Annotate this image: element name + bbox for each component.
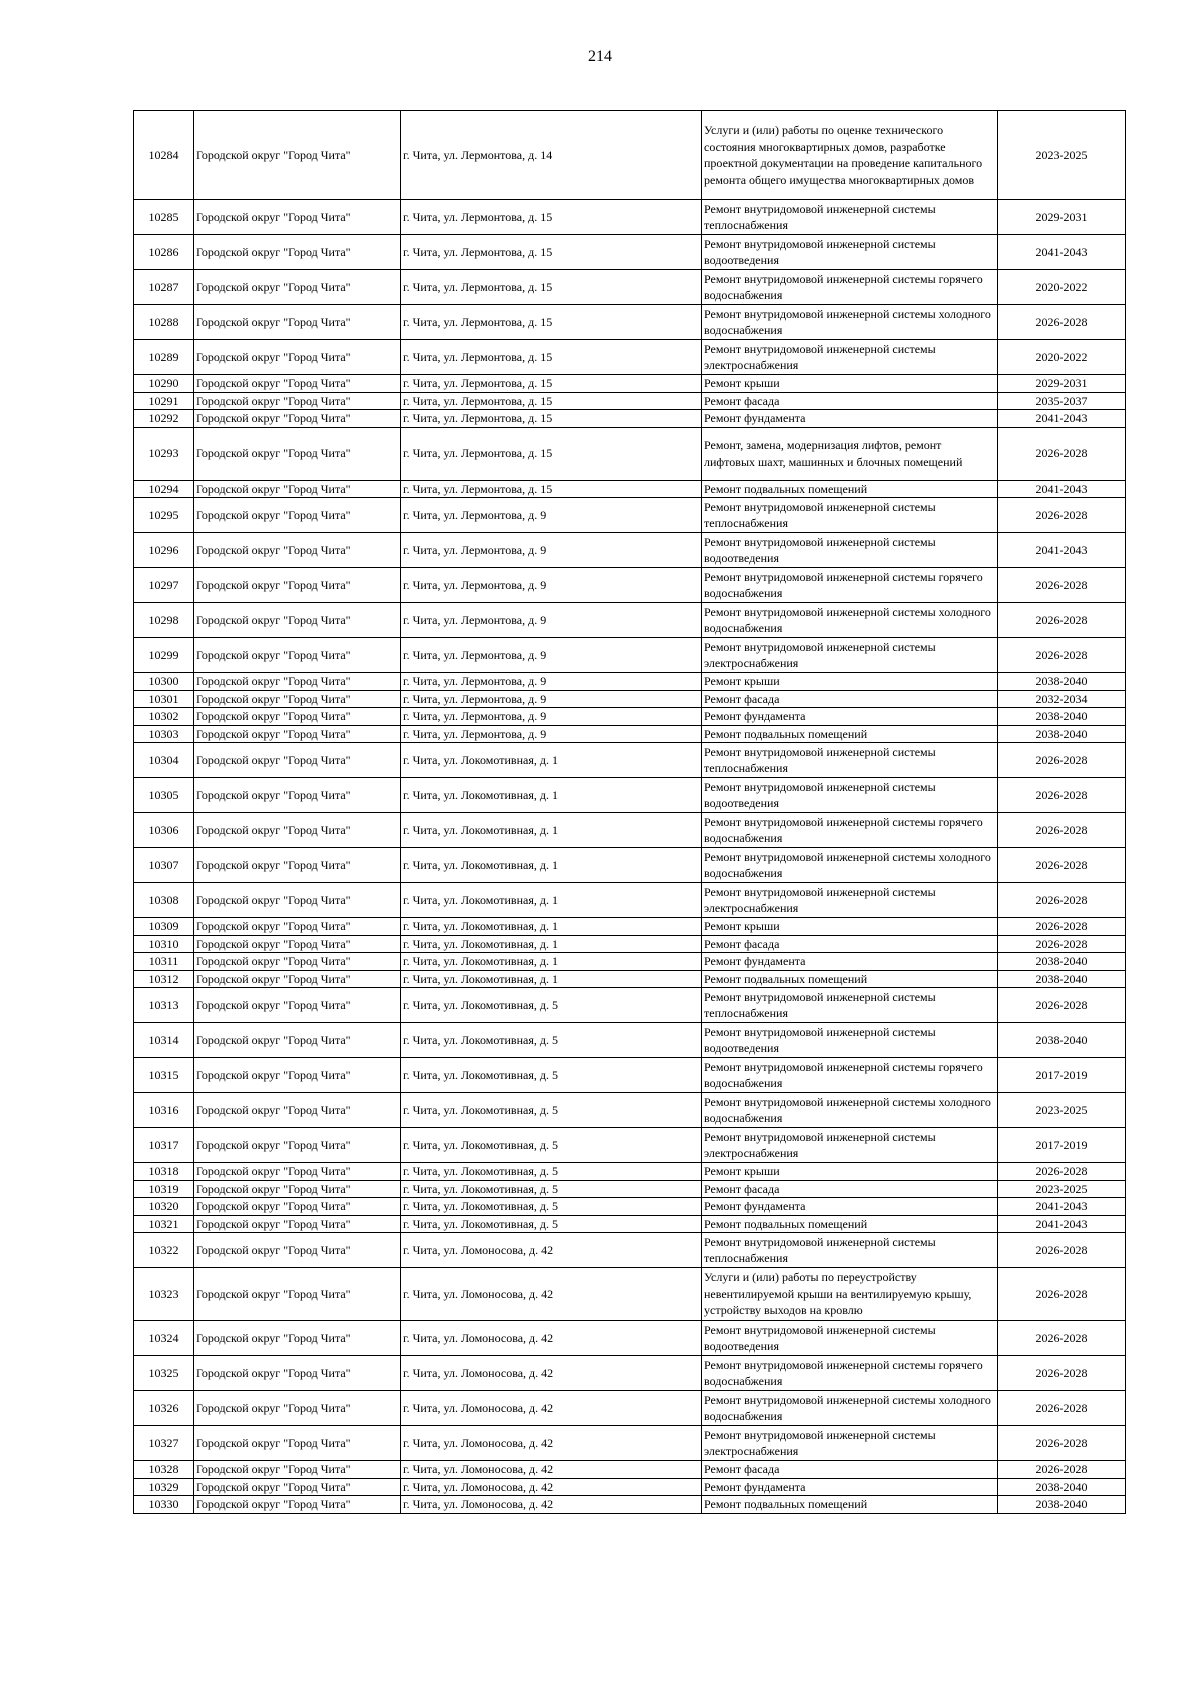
row-number-cell: 10294 bbox=[134, 480, 194, 498]
row-number-cell: 10287 bbox=[134, 270, 194, 305]
period-cell: 2026-2028 bbox=[998, 778, 1126, 813]
table-row bbox=[134, 778, 1126, 813]
work-type-cell: Ремонт внутридомовой инженерной системы холодного водоснабжения bbox=[702, 603, 998, 638]
period-cell: 2026-2028 bbox=[998, 1163, 1126, 1181]
work-type-cell: Ремонт внутридомовой инженерной системы электроснабжения bbox=[702, 638, 998, 673]
address-cell: г. Чита, ул. Лермонтова, д. 15 bbox=[401, 270, 702, 305]
work-type-cell: Ремонт внутридомовой инженерной системы горячего водоснабжения bbox=[702, 1058, 998, 1093]
address-cell: г. Чита, ул. Лермонтова, д. 15 bbox=[401, 392, 702, 410]
period-cell: 2023-2025 bbox=[998, 1180, 1126, 1198]
table-row bbox=[134, 480, 1126, 498]
work-type-cell: Ремонт внутридомовой инженерной системы теплоснабжения bbox=[702, 1233, 998, 1268]
work-type-cell: Ремонт подвальных помещений bbox=[702, 1215, 998, 1233]
row-number-cell: 10308 bbox=[134, 883, 194, 918]
row-number-cell: 10321 bbox=[134, 1215, 194, 1233]
row-number-cell: 10289 bbox=[134, 340, 194, 375]
municipality-cell: Городской округ "Город Чита" bbox=[194, 1426, 401, 1461]
address-cell: г. Чита, ул. Локомотивная, д. 5 bbox=[401, 1058, 702, 1093]
address-cell: г. Чита, ул. Локомотивная, д. 5 bbox=[401, 1180, 702, 1198]
row-number-cell: 10317 bbox=[134, 1128, 194, 1163]
address-cell: г. Чита, ул. Локомотивная, д. 1 bbox=[401, 778, 702, 813]
address-cell: г. Чита, ул. Ломоносова, д. 42 bbox=[401, 1391, 702, 1426]
work-type-cell: Ремонт внутридомовой инженерной системы холодного водоснабжения bbox=[702, 1093, 998, 1128]
address-cell: г. Чита, ул. Локомотивная, д. 5 bbox=[401, 1093, 702, 1128]
table-row bbox=[134, 1128, 1126, 1163]
table-row bbox=[134, 568, 1126, 603]
work-type-cell: Ремонт внутридомовой инженерной системы холодного водоснабжения bbox=[702, 305, 998, 340]
municipality-cell: Городской округ "Город Чита" bbox=[194, 603, 401, 638]
work-type-cell: Ремонт внутридомовой инженерной системы водоотведения bbox=[702, 778, 998, 813]
table-row bbox=[134, 1163, 1126, 1181]
row-number-cell: 10297 bbox=[134, 568, 194, 603]
period-cell: 2041-2043 bbox=[998, 410, 1126, 428]
work-type-cell: Ремонт внутридомовой инженерной системы водоотведения bbox=[702, 1023, 998, 1058]
municipality-cell: Городской округ "Город Чита" bbox=[194, 1496, 401, 1514]
row-number-cell: 10292 bbox=[134, 410, 194, 428]
period-cell: 2026-2028 bbox=[998, 848, 1126, 883]
table-row bbox=[134, 1233, 1126, 1268]
work-type-cell: Ремонт внутридомовой инженерной системы горячего водоснабжения bbox=[702, 813, 998, 848]
period-cell: 2041-2043 bbox=[998, 1215, 1126, 1233]
table-row bbox=[134, 498, 1126, 533]
period-cell: 2026-2028 bbox=[998, 568, 1126, 603]
address-cell: г. Чита, ул. Лермонтова, д. 15 bbox=[401, 480, 702, 498]
row-number-cell: 10329 bbox=[134, 1478, 194, 1496]
period-cell: 2026-2028 bbox=[998, 1321, 1126, 1356]
table-row bbox=[134, 848, 1126, 883]
work-type-cell: Ремонт внутридомовой инженерной системы горячего водоснабжения bbox=[702, 568, 998, 603]
municipality-cell: Городской округ "Город Чита" bbox=[194, 270, 401, 305]
work-type-cell: Ремонт внутридомовой инженерной системы теплоснабжения bbox=[702, 743, 998, 778]
address-cell: г. Чита, ул. Лермонтова, д. 9 bbox=[401, 603, 702, 638]
table-row bbox=[134, 988, 1126, 1023]
table-row bbox=[134, 410, 1126, 428]
table-row bbox=[134, 1496, 1126, 1514]
municipality-cell: Городской округ "Город Чита" bbox=[194, 743, 401, 778]
row-number-cell: 10311 bbox=[134, 953, 194, 971]
row-number-cell: 10313 bbox=[134, 988, 194, 1023]
period-cell: 2026-2028 bbox=[998, 638, 1126, 673]
municipality-cell: Городской округ "Город Чита" bbox=[194, 1391, 401, 1426]
table-row bbox=[134, 813, 1126, 848]
address-cell: г. Чита, ул. Лермонтова, д. 15 bbox=[401, 340, 702, 375]
row-number-cell: 10310 bbox=[134, 935, 194, 953]
table-row bbox=[134, 235, 1126, 270]
address-cell: г. Чита, ул. Лермонтова, д. 9 bbox=[401, 690, 702, 708]
table-row bbox=[134, 375, 1126, 393]
period-cell: 2032-2034 bbox=[998, 690, 1126, 708]
municipality-cell: Городской округ "Город Чита" bbox=[194, 725, 401, 743]
table-row bbox=[134, 392, 1126, 410]
row-number-cell: 10309 bbox=[134, 918, 194, 936]
work-type-cell: Ремонт внутридомовой инженерной системы водоотведения bbox=[702, 1321, 998, 1356]
address-cell: г. Чита, ул. Лермонтова, д. 9 bbox=[401, 638, 702, 673]
municipality-cell: Городской округ "Город Чита" bbox=[194, 1180, 401, 1198]
row-number-cell: 10315 bbox=[134, 1058, 194, 1093]
work-type-cell: Ремонт внутридомовой инженерной системы электроснабжения bbox=[702, 340, 998, 375]
work-type-cell: Ремонт внутридомовой инженерной системы электроснабжения bbox=[702, 1128, 998, 1163]
municipality-cell: Городской округ "Город Чита" bbox=[194, 1478, 401, 1496]
row-number-cell: 10306 bbox=[134, 813, 194, 848]
period-cell: 2026-2028 bbox=[998, 1461, 1126, 1479]
table-row bbox=[134, 673, 1126, 691]
period-cell: 2026-2028 bbox=[998, 1391, 1126, 1426]
address-cell: г. Чита, ул. Локомотивная, д. 5 bbox=[401, 1163, 702, 1181]
row-number-cell: 10323 bbox=[134, 1268, 194, 1321]
table-row bbox=[134, 953, 1126, 971]
municipality-cell: Городской округ "Город Чита" bbox=[194, 690, 401, 708]
row-number-cell: 10284 bbox=[134, 111, 194, 200]
period-cell: 2038-2040 bbox=[998, 953, 1126, 971]
address-cell: г. Чита, ул. Локомотивная, д. 1 bbox=[401, 813, 702, 848]
work-type-cell: Ремонт, замена, модернизация лифтов, ремонт лифтовых шахт, машинных и блочных помещений bbox=[702, 427, 998, 480]
municipality-cell: Городской округ "Город Чита" bbox=[194, 1461, 401, 1479]
municipality-cell: Городской округ "Город Чита" bbox=[194, 918, 401, 936]
municipality-cell: Городской округ "Город Чита" bbox=[194, 1321, 401, 1356]
address-cell: г. Чита, ул. Лермонтова, д. 15 bbox=[401, 235, 702, 270]
table-body bbox=[134, 111, 1126, 1514]
work-type-cell: Ремонт фасада bbox=[702, 1461, 998, 1479]
period-cell: 2026-2028 bbox=[998, 305, 1126, 340]
work-type-cell: Ремонт внутридомовой инженерной системы водоотведения bbox=[702, 533, 998, 568]
address-cell: г. Чита, ул. Локомотивная, д. 1 bbox=[401, 918, 702, 936]
municipality-cell: Городской округ "Город Чита" bbox=[194, 935, 401, 953]
work-type-cell: Ремонт внутридомовой инженерной системы горячего водоснабжения bbox=[702, 1356, 998, 1391]
municipality-cell: Городской округ "Город Чита" bbox=[194, 235, 401, 270]
period-cell: 2038-2040 bbox=[998, 725, 1126, 743]
work-type-cell: Ремонт внутридомовой инженерной системы теплоснабжения bbox=[702, 200, 998, 235]
municipality-cell: Городской округ "Город Чита" bbox=[194, 111, 401, 200]
table-row bbox=[134, 603, 1126, 638]
address-cell: г. Чита, ул. Ломоносова, д. 42 bbox=[401, 1321, 702, 1356]
work-type-cell: Ремонт фундамента bbox=[702, 953, 998, 971]
address-cell: г. Чита, ул. Локомотивная, д. 5 bbox=[401, 1023, 702, 1058]
address-cell: г. Чита, ул. Локомотивная, д. 5 bbox=[401, 1215, 702, 1233]
period-cell: 2023-2025 bbox=[998, 111, 1126, 200]
work-type-cell: Ремонт крыши bbox=[702, 1163, 998, 1181]
table-row bbox=[134, 340, 1126, 375]
period-cell: 2038-2040 bbox=[998, 1496, 1126, 1514]
row-number-cell: 10296 bbox=[134, 533, 194, 568]
municipality-cell: Городской округ "Город Чита" bbox=[194, 1268, 401, 1321]
row-number-cell: 10298 bbox=[134, 603, 194, 638]
address-cell: г. Чита, ул. Локомотивная, д. 1 bbox=[401, 743, 702, 778]
work-type-cell: Ремонт фундамента bbox=[702, 1198, 998, 1216]
municipality-cell: Городской округ "Город Чита" bbox=[194, 848, 401, 883]
work-type-cell: Ремонт фасада bbox=[702, 392, 998, 410]
row-number-cell: 10285 bbox=[134, 200, 194, 235]
table-row bbox=[134, 918, 1126, 936]
municipality-cell: Городской округ "Город Чита" bbox=[194, 1198, 401, 1216]
table-row bbox=[134, 270, 1126, 305]
table-row bbox=[134, 725, 1126, 743]
row-number-cell: 10300 bbox=[134, 673, 194, 691]
table-row bbox=[134, 1268, 1126, 1321]
municipality-cell: Городской округ "Город Чита" bbox=[194, 392, 401, 410]
period-cell: 2038-2040 bbox=[998, 1023, 1126, 1058]
work-type-cell: Ремонт внутридомовой инженерной системы электроснабжения bbox=[702, 883, 998, 918]
work-type-cell: Ремонт фундамента bbox=[702, 410, 998, 428]
table-row bbox=[134, 200, 1126, 235]
period-cell: 2026-2028 bbox=[998, 918, 1126, 936]
row-number-cell: 10324 bbox=[134, 1321, 194, 1356]
period-cell: 2038-2040 bbox=[998, 1478, 1126, 1496]
period-cell: 2029-2031 bbox=[998, 375, 1126, 393]
municipality-cell: Городской округ "Город Чита" bbox=[194, 498, 401, 533]
period-cell: 2026-2028 bbox=[998, 935, 1126, 953]
period-cell: 2026-2028 bbox=[998, 813, 1126, 848]
row-number-cell: 10312 bbox=[134, 970, 194, 988]
page-number: 214 bbox=[588, 48, 612, 65]
work-type-cell: Ремонт внутридомовой инженерной системы горячего водоснабжения bbox=[702, 270, 998, 305]
municipality-cell: Городской округ "Город Чита" bbox=[194, 708, 401, 726]
period-cell: 2038-2040 bbox=[998, 970, 1126, 988]
row-number-cell: 10330 bbox=[134, 1496, 194, 1514]
row-number-cell: 10307 bbox=[134, 848, 194, 883]
work-type-cell: Ремонт внутридомовой инженерной системы холодного водоснабжения bbox=[702, 1391, 998, 1426]
table-row bbox=[134, 1461, 1126, 1479]
work-type-cell: Ремонт фундамента bbox=[702, 708, 998, 726]
table-row bbox=[134, 1093, 1126, 1128]
row-number-cell: 10322 bbox=[134, 1233, 194, 1268]
row-number-cell: 10326 bbox=[134, 1391, 194, 1426]
municipality-cell: Городской округ "Город Чита" bbox=[194, 410, 401, 428]
row-number-cell: 10293 bbox=[134, 427, 194, 480]
municipality-cell: Городской округ "Город Чита" bbox=[194, 953, 401, 971]
period-cell: 2026-2028 bbox=[998, 743, 1126, 778]
address-cell: г. Чита, ул. Лермонтова, д. 9 bbox=[401, 673, 702, 691]
table-row bbox=[134, 305, 1126, 340]
table-row bbox=[134, 1023, 1126, 1058]
work-type-cell: Ремонт крыши bbox=[702, 918, 998, 936]
period-cell: 2041-2043 bbox=[998, 480, 1126, 498]
period-cell: 2026-2028 bbox=[998, 603, 1126, 638]
row-number-cell: 10286 bbox=[134, 235, 194, 270]
row-number-cell: 10318 bbox=[134, 1163, 194, 1181]
table-row bbox=[134, 1321, 1126, 1356]
address-cell: г. Чита, ул. Локомотивная, д. 1 bbox=[401, 970, 702, 988]
period-cell: 2026-2028 bbox=[998, 427, 1126, 480]
table-row bbox=[134, 743, 1126, 778]
row-number-cell: 10304 bbox=[134, 743, 194, 778]
table-row bbox=[134, 935, 1126, 953]
municipality-cell: Городской округ "Город Чита" bbox=[194, 778, 401, 813]
row-number-cell: 10314 bbox=[134, 1023, 194, 1058]
period-cell: 2026-2028 bbox=[998, 1268, 1126, 1321]
municipality-cell: Городской округ "Город Чита" bbox=[194, 1356, 401, 1391]
municipality-cell: Городской округ "Город Чита" bbox=[194, 340, 401, 375]
table-row bbox=[134, 883, 1126, 918]
table-row bbox=[134, 111, 1126, 200]
address-cell: г. Чита, ул. Лермонтова, д. 15 bbox=[401, 427, 702, 480]
row-number-cell: 10305 bbox=[134, 778, 194, 813]
work-type-cell: Услуги и (или) работы по оценке технического состояния многоквартирных домов, разработке проектной документации на проведение капитального ремонта общего имущества многоквартирных домов bbox=[702, 111, 998, 200]
work-type-cell: Ремонт подвальных помещений bbox=[702, 725, 998, 743]
row-number-cell: 10328 bbox=[134, 1461, 194, 1479]
period-cell: 2026-2028 bbox=[998, 1233, 1126, 1268]
row-number-cell: 10295 bbox=[134, 498, 194, 533]
work-type-cell: Услуги и (или) работы по переустройству невентилируемой крыши на вентилируемую крышу, устройству выходов на кровлю bbox=[702, 1268, 998, 1321]
work-type-cell: Ремонт внутридомовой инженерной системы теплоснабжения bbox=[702, 498, 998, 533]
period-cell: 2023-2025 bbox=[998, 1093, 1126, 1128]
row-number-cell: 10288 bbox=[134, 305, 194, 340]
period-cell: 2026-2028 bbox=[998, 1426, 1126, 1461]
work-type-cell: Ремонт подвальных помещений bbox=[702, 480, 998, 498]
address-cell: г. Чита, ул. Ломоносова, д. 42 bbox=[401, 1461, 702, 1479]
address-cell: г. Чита, ул. Лермонтова, д. 15 bbox=[401, 375, 702, 393]
municipality-cell: Городской округ "Город Чита" bbox=[194, 533, 401, 568]
address-cell: г. Чита, ул. Лермонтова, д. 15 bbox=[401, 410, 702, 428]
address-cell: г. Чита, ул. Лермонтова, д. 9 bbox=[401, 568, 702, 603]
address-cell: г. Чита, ул. Ломоносова, д. 42 bbox=[401, 1496, 702, 1514]
address-cell: г. Чита, ул. Ломоносова, д. 42 bbox=[401, 1268, 702, 1321]
municipality-cell: Городской округ "Город Чита" bbox=[194, 1093, 401, 1128]
row-number-cell: 10316 bbox=[134, 1093, 194, 1128]
address-cell: г. Чита, ул. Локомотивная, д. 5 bbox=[401, 988, 702, 1023]
address-cell: г. Чита, ул. Локомотивная, д. 1 bbox=[401, 953, 702, 971]
row-number-cell: 10291 bbox=[134, 392, 194, 410]
municipality-cell: Городской округ "Город Чита" bbox=[194, 1233, 401, 1268]
municipality-cell: Городской округ "Город Чита" bbox=[194, 1023, 401, 1058]
period-cell: 2026-2028 bbox=[998, 498, 1126, 533]
work-type-cell: Ремонт фасада bbox=[702, 690, 998, 708]
period-cell: 2017-2019 bbox=[998, 1128, 1126, 1163]
work-type-cell: Ремонт внутридомовой инженерной системы холодного водоснабжения bbox=[702, 848, 998, 883]
period-cell: 2041-2043 bbox=[998, 1198, 1126, 1216]
table-row bbox=[134, 1215, 1126, 1233]
address-cell: г. Чита, ул. Лермонтова, д. 9 bbox=[401, 708, 702, 726]
address-cell: г. Чита, ул. Ломоносова, д. 42 bbox=[401, 1356, 702, 1391]
row-number-cell: 10327 bbox=[134, 1426, 194, 1461]
table-row bbox=[134, 1198, 1126, 1216]
address-cell: г. Чита, ул. Локомотивная, д. 1 bbox=[401, 935, 702, 953]
municipality-cell: Городской округ "Город Чита" bbox=[194, 200, 401, 235]
period-cell: 2041-2043 bbox=[998, 533, 1126, 568]
address-cell: г. Чита, ул. Лермонтова, д. 15 bbox=[401, 305, 702, 340]
address-cell: г. Чита, ул. Локомотивная, д. 1 bbox=[401, 883, 702, 918]
table-row bbox=[134, 1356, 1126, 1391]
period-cell: 2035-2037 bbox=[998, 392, 1126, 410]
capital-repair-table bbox=[133, 110, 1126, 1514]
table-row bbox=[134, 1058, 1126, 1093]
work-type-cell: Ремонт внутридомовой инженерной системы водоотведения bbox=[702, 235, 998, 270]
table-row bbox=[134, 1478, 1126, 1496]
municipality-cell: Городской округ "Город Чита" bbox=[194, 568, 401, 603]
address-cell: г. Чита, ул. Ломоносова, д. 42 bbox=[401, 1478, 702, 1496]
table-row bbox=[134, 1180, 1126, 1198]
row-number-cell: 10325 bbox=[134, 1356, 194, 1391]
work-type-cell: Ремонт крыши bbox=[702, 375, 998, 393]
municipality-cell: Городской округ "Город Чита" bbox=[194, 480, 401, 498]
table-row bbox=[134, 708, 1126, 726]
municipality-cell: Городской округ "Город Чита" bbox=[194, 427, 401, 480]
municipality-cell: Городской округ "Город Чита" bbox=[194, 883, 401, 918]
period-cell: 2017-2019 bbox=[998, 1058, 1126, 1093]
row-number-cell: 10319 bbox=[134, 1180, 194, 1198]
address-cell: г. Чита, ул. Лермонтова, д. 9 bbox=[401, 498, 702, 533]
row-number-cell: 10301 bbox=[134, 690, 194, 708]
address-cell: г. Чита, ул. Локомотивная, д. 5 bbox=[401, 1198, 702, 1216]
address-cell: г. Чита, ул. Лермонтова, д. 9 bbox=[401, 533, 702, 568]
table-row bbox=[134, 427, 1126, 480]
municipality-cell: Городской округ "Город Чита" bbox=[194, 1058, 401, 1093]
municipality-cell: Городской округ "Город Чита" bbox=[194, 1163, 401, 1181]
work-type-cell: Ремонт крыши bbox=[702, 673, 998, 691]
address-cell: г. Чита, ул. Ломоносова, д. 42 bbox=[401, 1426, 702, 1461]
table-row bbox=[134, 970, 1126, 988]
row-number-cell: 10290 bbox=[134, 375, 194, 393]
row-number-cell: 10303 bbox=[134, 725, 194, 743]
period-cell: 2038-2040 bbox=[998, 708, 1126, 726]
municipality-cell: Городской округ "Город Чита" bbox=[194, 375, 401, 393]
period-cell: 2029-2031 bbox=[998, 200, 1126, 235]
work-type-cell: Ремонт фасада bbox=[702, 935, 998, 953]
municipality-cell: Городской округ "Город Чита" bbox=[194, 988, 401, 1023]
period-cell: 2026-2028 bbox=[998, 988, 1126, 1023]
address-cell: г. Чита, ул. Лермонтова, д. 15 bbox=[401, 200, 702, 235]
period-cell: 2038-2040 bbox=[998, 673, 1126, 691]
municipality-cell: Городской округ "Город Чита" bbox=[194, 673, 401, 691]
work-type-cell: Ремонт фундамента bbox=[702, 1478, 998, 1496]
municipality-cell: Городской округ "Город Чита" bbox=[194, 1215, 401, 1233]
table-row bbox=[134, 1391, 1126, 1426]
period-cell: 2041-2043 bbox=[998, 235, 1126, 270]
address-cell: г. Чита, ул. Ломоносова, д. 42 bbox=[401, 1233, 702, 1268]
row-number-cell: 10320 bbox=[134, 1198, 194, 1216]
table-row bbox=[134, 1426, 1126, 1461]
work-type-cell: Ремонт подвальных помещений bbox=[702, 970, 998, 988]
address-cell: г. Чита, ул. Лермонтова, д. 9 bbox=[401, 725, 702, 743]
address-cell: г. Чита, ул. Лермонтова, д. 14 bbox=[401, 111, 702, 200]
row-number-cell: 10299 bbox=[134, 638, 194, 673]
table-row bbox=[134, 638, 1126, 673]
work-type-cell: Ремонт подвальных помещений bbox=[702, 1496, 998, 1514]
work-type-cell: Ремонт фасада bbox=[702, 1180, 998, 1198]
period-cell: 2020-2022 bbox=[998, 270, 1126, 305]
municipality-cell: Городской округ "Город Чита" bbox=[194, 813, 401, 848]
address-cell: г. Чита, ул. Локомотивная, д. 5 bbox=[401, 1128, 702, 1163]
address-cell: г. Чита, ул. Локомотивная, д. 1 bbox=[401, 848, 702, 883]
municipality-cell: Городской округ "Город Чита" bbox=[194, 638, 401, 673]
work-type-cell: Ремонт внутридомовой инженерной системы электроснабжения bbox=[702, 1426, 998, 1461]
municipality-cell: Городской округ "Город Чита" bbox=[194, 1128, 401, 1163]
municipality-cell: Городской округ "Город Чита" bbox=[194, 970, 401, 988]
work-type-cell: Ремонт внутридомовой инженерной системы теплоснабжения bbox=[702, 988, 998, 1023]
period-cell: 2020-2022 bbox=[998, 340, 1126, 375]
municipality-cell: Городской округ "Город Чита" bbox=[194, 305, 401, 340]
period-cell: 2026-2028 bbox=[998, 883, 1126, 918]
table-row bbox=[134, 533, 1126, 568]
period-cell: 2026-2028 bbox=[998, 1356, 1126, 1391]
table-row bbox=[134, 690, 1126, 708]
row-number-cell: 10302 bbox=[134, 708, 194, 726]
